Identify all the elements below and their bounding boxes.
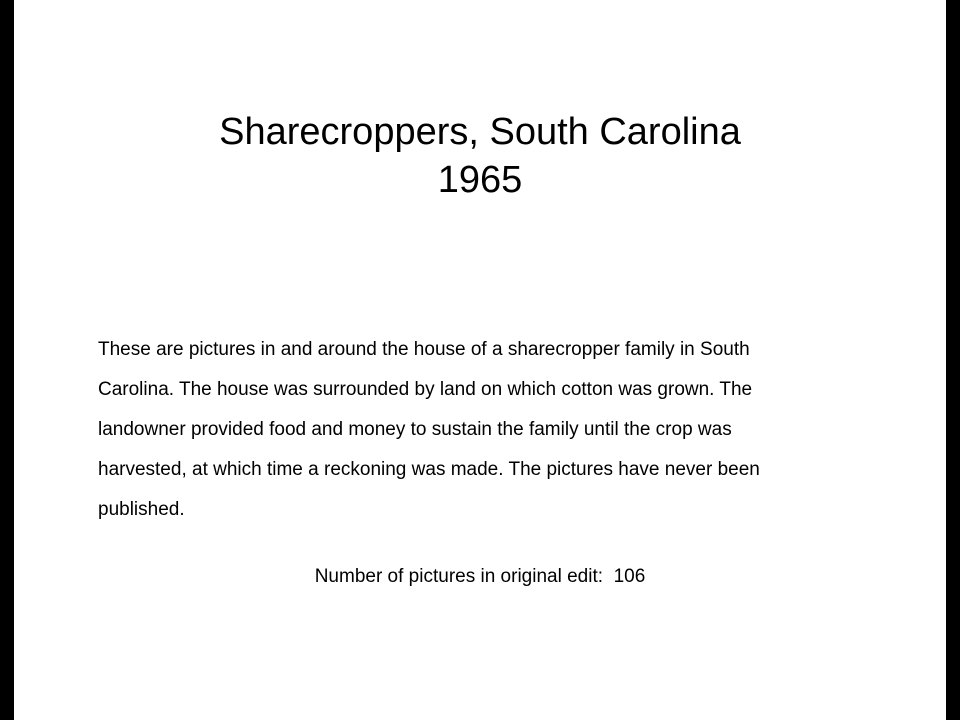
title-year: 1965 <box>437 159 523 201</box>
title-line-1: Sharecroppers, South Carolina <box>219 111 741 153</box>
description-line: Carolina. The house was surrounded by land on which cotton was grown. The <box>98 379 753 400</box>
picture-count-value: 106 <box>613 566 646 587</box>
slide-page <box>14 0 946 720</box>
description-line: landowner provided food and money to sustain the family until the crop was <box>98 419 732 440</box>
description-line: published. <box>98 499 185 520</box>
description-line: harvested, at which time a reckoning was made. The pictures have never been <box>98 459 760 480</box>
slide-title <box>14 108 946 204</box>
description-paragraph <box>98 330 868 530</box>
picture-count <box>14 563 946 591</box>
picture-count-label: Number of pictures in original edit: <box>314 566 604 587</box>
description-line: These are pictures in and around the house of a sharecropper family in South <box>98 339 750 360</box>
